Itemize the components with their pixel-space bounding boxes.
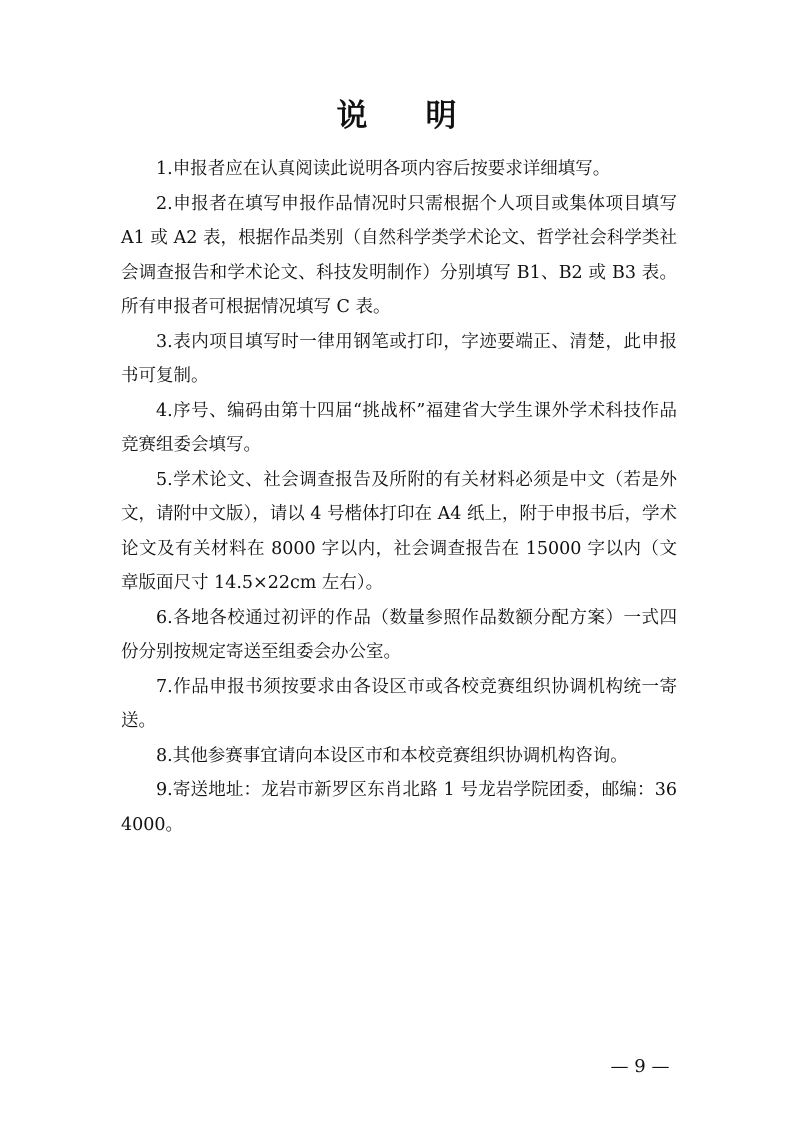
instruction-item-7: 7.作品申报书须按要求由各设区市或各校竞赛组织协调机构统一寄送。: [121, 676, 677, 731]
instruction-item-9: 9.寄送地址：龙岩市新罗区东肖北路 1 号龙岩学院团委，邮编：364000。: [121, 780, 677, 835]
page-number: — 9 —: [610, 1056, 670, 1077]
page-title: 说明: [336, 98, 515, 134]
instruction-item-1: 1.申报者应在认真阅读此说明各项内容后按要求详细填写。: [156, 159, 611, 179]
instruction-item-3: 3.表内项目填写时一律用钢笔或打印，字迹要端正、清楚，此申报书可复制。: [121, 331, 677, 386]
instruction-item-2: 2.申报者在填写申报作品情况时只需根据个人项目或集体项目填写 A1 或 A2 表，根据作品类别（自然科学类学术论文、哲学社会科学类社会调查报告和学术论文、科技发明制作）分别填写 B1、B2 或 B3 表。所有申报者可根据情况填写 C 表。: [121, 193, 677, 317]
instruction-item-8: 8.其他参赛事宜请向本设区市和本校竞赛组织协调机构咨询。: [156, 745, 628, 766]
instructions-body: [121, 152, 677, 842]
instruction-item-6: 6.各地各校通过初评的作品（数量参照作品数额分配方案）一式四份分别按规定寄送至组委会办公室。: [121, 607, 677, 662]
instruction-item-4: 4.序号、编码由第十四届“挑战杯”福建省大学生课外学术科技作品竞赛组委会填写。: [121, 400, 677, 455]
instruction-item-5: 5.学术论文、社会调查报告及所附的有关材料必须是中文（若是外文，请附中文版），请以 4 号楷体打印在 A4 纸上，附于申报书后，学术论文及有关材料在 8000 字以内，社会调查报告在 15000 字以内（文章版面尺寸 14.5×22cm 左右）。: [121, 469, 677, 593]
